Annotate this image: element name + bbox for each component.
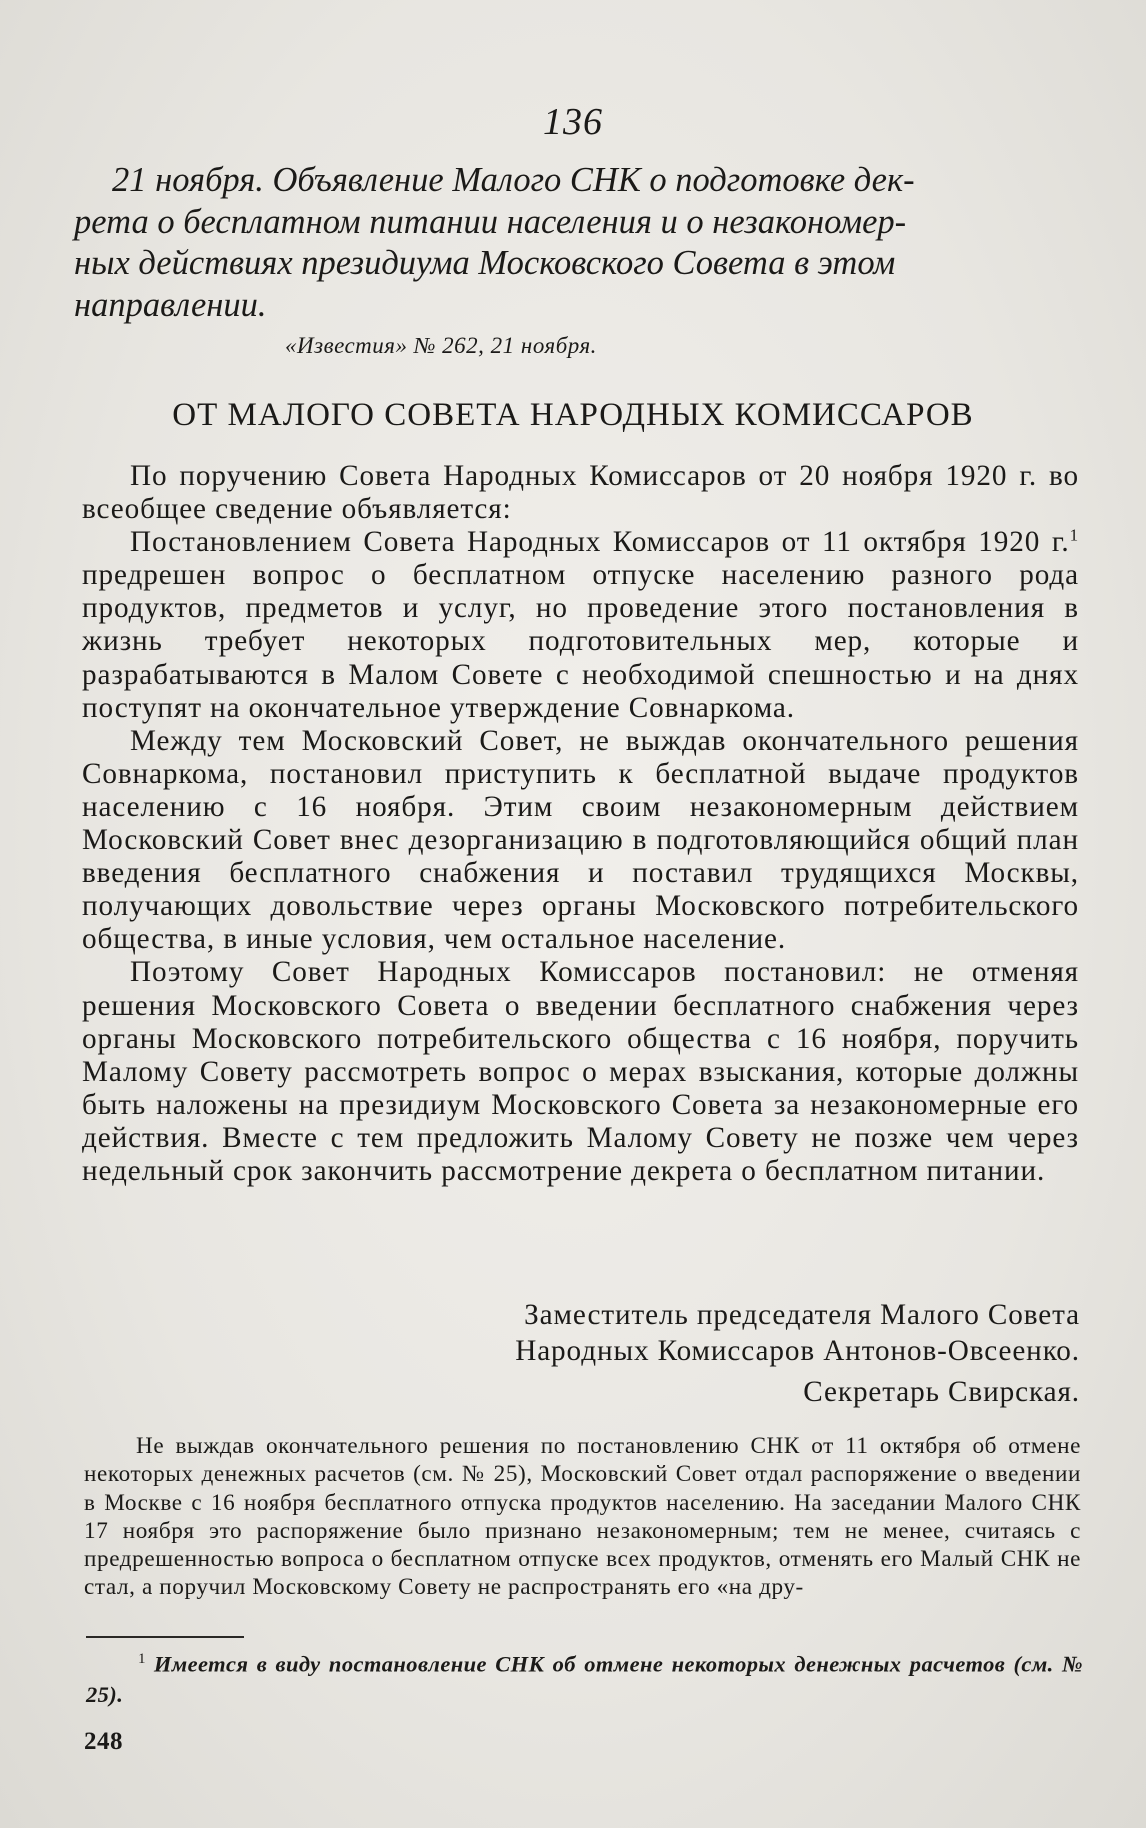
signature-block xyxy=(515,1297,1080,1369)
document-heading xyxy=(74,160,1079,326)
document-body xyxy=(82,460,1079,1188)
document-number: 136 xyxy=(543,101,603,143)
paragraph-4: Поэтому Совет Народных Комиссаров постановил: не отменяя решения Московского Совета о введении бесплатного снабжения через органы Московского потребительского общества с 16 ноября, поручить Малому Совету рассмотреть вопрос о мерах взыскания, которые должны быть наложены на президиум Московского Совета за незакономерные его действия. Вместе с тем предложить Малому Совету не позже чем через недельный срок закончить рассмотрение декрета о бесплатном питании. xyxy=(82,956,1079,1187)
paragraph-3: Между тем Московский Совет, не выждав окончательного решения Совнаркома, постановил приступить к бесплатной выдаче продуктов населению с 16 ноября. Этим своим незакономерным действием Московский Совет внес дезорганизацию в подготовляющийся общий план введения бесплатного снабжения и поставил трудящихся Москвы, получающих довольствие через органы Московского потребительского общества, в иные условия, чем остальное население. xyxy=(82,724,1079,956)
footnote-reference: 1 xyxy=(1069,525,1079,545)
heading-line-1: 21 ноября. Объявление Малого СНК о подготовке дек- xyxy=(112,161,915,199)
footnote-text: Имеется в виду постановление СНК об отмене некоторых денежных расчетов (см. № 25). xyxy=(86,1651,1083,1707)
paragraph-2-rest: предрешен вопрос о бесплатном отпуске населению разного рода продуктов, предметов и услуг, но проведение этого постановления в жизнь требует некоторых подготовительных мер, которые и разрабатываются в Малом Совете с необходимой спешностью и на днях поступят на окончательное утверждение Совнаркома. xyxy=(82,559,1079,724)
heading-line-2: рета о бесплатном питании населения и о незакономер- xyxy=(74,202,907,241)
signature-line-2: Народных Комиссаров Антонов-Овсеенко. xyxy=(515,1335,1080,1367)
document-title: ОТ МАЛОГО СОВЕТА НАРОДНЫХ КОМИССАРОВ xyxy=(172,397,974,433)
footnote-divider xyxy=(86,1636,244,1638)
heading-line-3: ных действиях президиума Московского Совета в этом xyxy=(74,244,896,282)
paragraph-2-start: Постановлением Совета Народных Комиссаров от 11 октября 1920 г. xyxy=(130,526,1070,559)
secretary-signature: Секретарь Свирская. xyxy=(803,1376,1080,1408)
heading-line-4: направлении. xyxy=(74,285,267,324)
paragraph-2 xyxy=(82,526,1079,725)
editorial-note: Не выждав окончательного решения по постановлению СНК от 11 октября об отмене некоторых денежных расчетов (см. № 25), Московский Совет отдал распоряжение о введении в Москве с 16 ноября бесплатного отпуска продуктов населению. На заседании Малого СНК 17 ноября это распоряжение было признано незакономерным; тем не менее, считаясь с предрешенностью вопроса о бесплатном отпуске всех продуктов, отменять его Малый СНК не стал, а поручил Московскому Совету не распространять его «на дру- xyxy=(84,1433,1081,1601)
footnote-mark: 1 xyxy=(138,1651,146,1667)
page-number: 248 xyxy=(84,1728,123,1755)
paragraph-1: По поручению Совета Народных Комиссаров от 20 ноября 1920 г. во всеобщее сведение объявляется: xyxy=(82,460,1079,526)
footnote xyxy=(86,1644,1083,1710)
source-citation: «Известия» № 262, 21 ноября. xyxy=(285,333,597,358)
signature-line-1: Заместитель председателя Малого Совета xyxy=(524,1299,1080,1331)
